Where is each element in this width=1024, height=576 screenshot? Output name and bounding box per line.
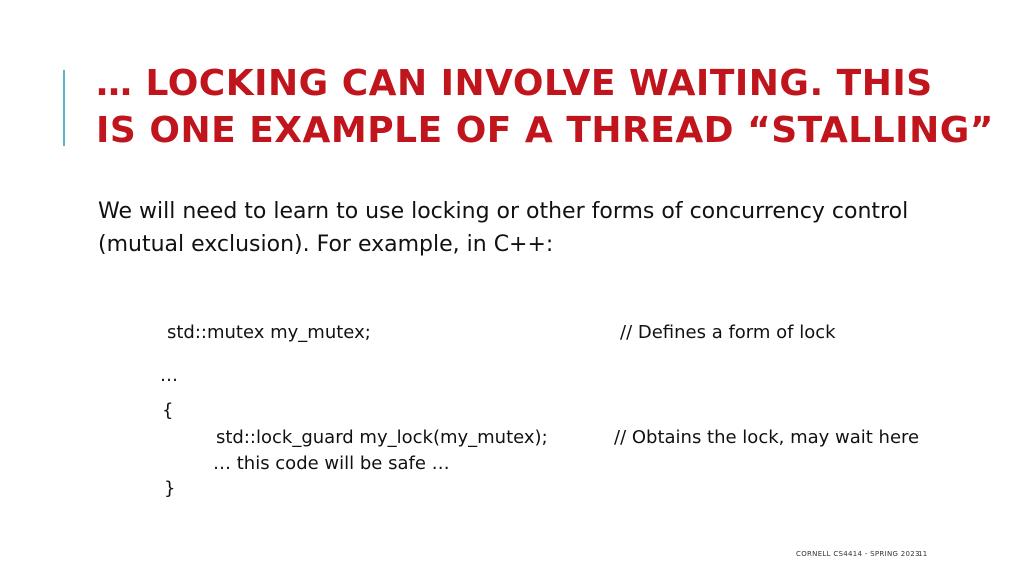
code-open-brace: { (162, 400, 174, 421)
slide-title-line-2: IS ONE EXAMPLE OF A THREAD “STALLING” (96, 110, 994, 151)
code-mutex-declaration: std::mutex my_mutex; (167, 322, 371, 343)
code-lock-comment: // Obtains the lock, may wait here (614, 427, 920, 448)
code-mutex-comment: // Defines a form of lock (620, 322, 836, 343)
code-lock-declaration: std::lock_guard my_lock(my_mutex); (216, 427, 548, 448)
slide-title-line-1: … LOCKING CAN INVOLVE WAITING. THIS (96, 63, 933, 104)
code-close-brace: } (164, 478, 176, 499)
footer-course-label: CORNELL CS4414 - SPRING 2023 (796, 550, 920, 558)
slide-title (96, 60, 996, 154)
slide-body-text: We will need to learn to use locking or other forms of concurrency control (mutual exclusion). For example, in C++: (98, 199, 909, 257)
code-safe-note: … this code will be safe … (213, 453, 450, 474)
code-ellipsis: … (160, 365, 178, 386)
title-accent-bar (63, 70, 65, 146)
footer-page-number: 11 (918, 550, 928, 558)
